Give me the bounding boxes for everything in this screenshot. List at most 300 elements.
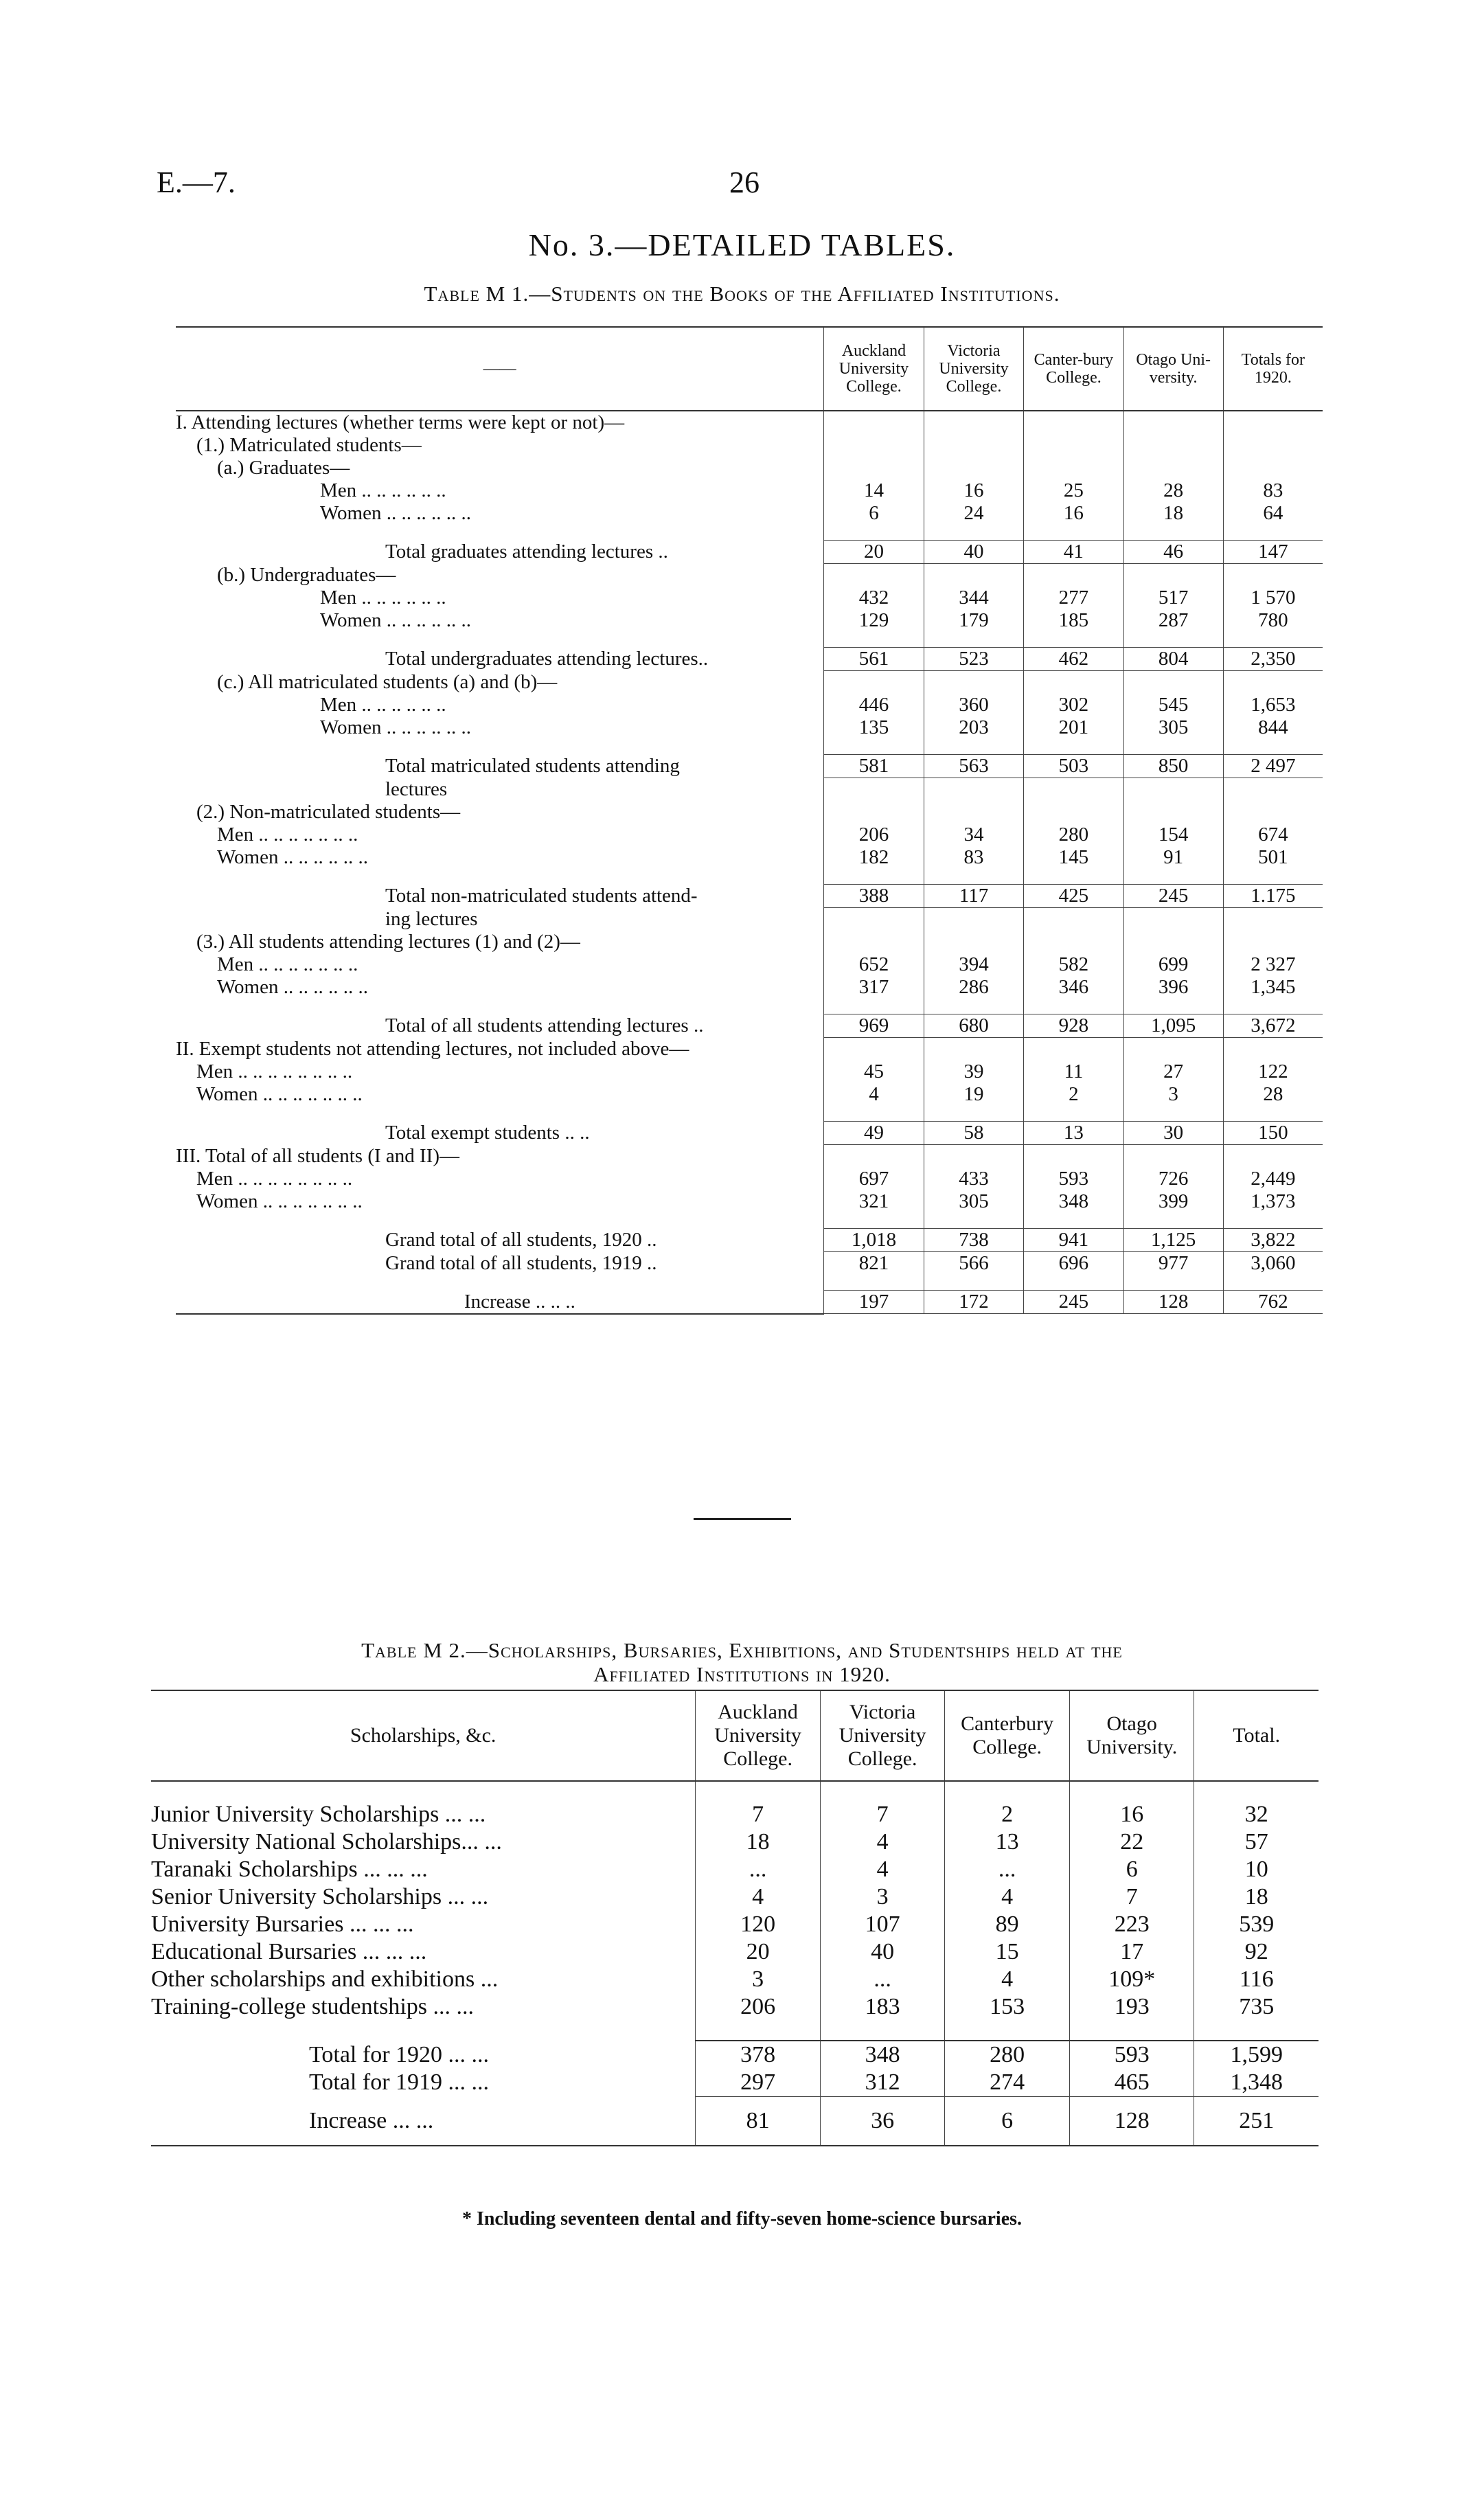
cell-value: 16 (1024, 502, 1123, 525)
cell-value (924, 999, 1024, 1014)
row-label (176, 587, 824, 609)
cell-value (1123, 1106, 1223, 1122)
cell-value (1024, 1145, 1123, 1168)
table-row (176, 976, 1323, 999)
cell-value: 582 (1024, 953, 1123, 976)
cell-value: 206 (824, 824, 924, 846)
cell-value (820, 2021, 945, 2041)
cell-value: 465 (1069, 2069, 1194, 2097)
cell-value (1024, 632, 1123, 648)
table-row (151, 1938, 1319, 1966)
cell-value: 91 (1123, 846, 1223, 869)
spacer-row (176, 739, 1323, 755)
column-header-total: Total. (1194, 1690, 1319, 1781)
cell-value: 501 (1223, 846, 1323, 869)
cell-value (924, 411, 1024, 434)
cell-value (924, 1145, 1024, 1168)
cell-value (1223, 1038, 1323, 1061)
cell-value: 462 (1024, 648, 1123, 671)
cell-value (824, 1145, 924, 1168)
cell-value: 32 (1194, 1801, 1319, 1828)
cell-value (1123, 1038, 1223, 1061)
cell-value: 251 (1194, 2097, 1319, 2146)
table-row (151, 2097, 1319, 2146)
spacer-row (151, 2021, 1319, 2041)
cell-value: 344 (924, 587, 1024, 609)
cell-value: 18 (696, 1828, 821, 1856)
cell-value: 13 (945, 1828, 1070, 1856)
table-row (176, 1060, 1323, 1083)
table-m2 (151, 1690, 1319, 2146)
cell-value (1223, 434, 1323, 457)
cell-value (924, 564, 1024, 587)
table-row (176, 1291, 1323, 1314)
table-row (176, 953, 1323, 976)
table-row (151, 1856, 1319, 1883)
cell-value: 40 (820, 1938, 945, 1966)
column-header-otago: Otago University. (1069, 1690, 1194, 1781)
cell-value: 153 (945, 1993, 1070, 2021)
cell-value: 317 (824, 976, 924, 999)
row-label (151, 1883, 696, 1911)
cell-value: 517 (1123, 587, 1223, 609)
cell-value (1223, 1145, 1323, 1168)
cell-value (1024, 999, 1123, 1014)
cell-value: 154 (1123, 824, 1223, 846)
row-label-text: (3.) All students attending lectures (1) and (2)— (196, 931, 580, 953)
table-row (151, 2069, 1319, 2097)
cell-value: 245 (1123, 885, 1223, 908)
cell-value: 3,672 (1223, 1014, 1323, 1038)
cell-value (824, 411, 924, 434)
cell-value (824, 457, 924, 479)
row-label (176, 502, 824, 525)
spacer-row (176, 1275, 1323, 1291)
table-row (176, 587, 1323, 609)
cell-value: 581 (824, 755, 924, 778)
spacer-row (176, 869, 1323, 885)
row-label (176, 632, 824, 648)
footnote: * Including seventeen dental and fifty-seven home-science bursaries. (461, 2208, 1023, 2230)
cell-value (824, 671, 924, 694)
cell-value: 11 (1024, 1060, 1123, 1083)
table-row (176, 1122, 1323, 1145)
cell-value (924, 778, 1024, 802)
cell-value: 14 (824, 479, 924, 502)
row-label-text: Men .. .. .. .. .. .. .. (217, 953, 358, 975)
cell-value (1024, 1275, 1123, 1291)
cell-value (824, 778, 924, 802)
cell-value (824, 525, 924, 541)
table-row (176, 502, 1323, 525)
cell-value (1123, 457, 1223, 479)
row-label (176, 739, 824, 755)
cell-value (924, 457, 1024, 479)
cell-value: 425 (1024, 885, 1123, 908)
cell-value (1223, 1275, 1323, 1291)
cell-value (1223, 1213, 1323, 1229)
cell-value: ... (945, 1856, 1070, 1883)
cell-value: 539 (1194, 1911, 1319, 1938)
cell-value: 17 (1069, 1938, 1194, 1966)
row-label (151, 1938, 696, 1966)
cell-value: 3 (820, 1883, 945, 1911)
cell-value (824, 931, 924, 953)
spacer-row (176, 1213, 1323, 1229)
cell-value: 735 (1194, 1993, 1319, 2021)
cell-value: ... (696, 1856, 821, 1883)
cell-value: 346 (1024, 976, 1123, 999)
row-label (151, 2097, 696, 2146)
cell-value (1123, 778, 1223, 802)
table-row (176, 716, 1323, 739)
table-m1-caption: Table M 1.—Students on the Books of the Affiliated Institutions. (424, 282, 1060, 306)
cell-value: 206 (696, 1993, 821, 2021)
cell-value (1123, 999, 1223, 1014)
cell-value (1024, 434, 1123, 457)
table-row (151, 2041, 1319, 2069)
table-row (176, 778, 1323, 802)
row-label (151, 1781, 696, 1801)
row-label-text: Men .. .. .. .. .. .. (320, 694, 446, 716)
cell-value: 274 (945, 2069, 1070, 2097)
cell-value: 969 (824, 1014, 924, 1038)
row-label (176, 931, 824, 953)
cell-value: 2 (1024, 1083, 1123, 1106)
cell-value: 305 (1123, 716, 1223, 739)
cell-value: 780 (1223, 609, 1323, 632)
row-label-text: Taranaki Scholarships ... ... ... (151, 1857, 428, 1882)
cell-value: 49 (824, 1122, 924, 1145)
row-label-text: (a.) Graduates— (217, 457, 350, 479)
cell-value: 1,345 (1223, 976, 1323, 999)
row-label-text: (1.) Matriculated students— (196, 434, 422, 456)
cell-value: 697 (824, 1168, 924, 1190)
row-label-text: Other scholarships and exhibitions ... (151, 1966, 499, 1992)
row-label (151, 2041, 696, 2069)
cell-value: 117 (924, 885, 1024, 908)
row-label-text: University National Scholarships... ... (151, 1829, 502, 1854)
cell-value: 2,449 (1223, 1168, 1323, 1190)
cell-value (1223, 632, 1323, 648)
table-m2-caption-line2: Affiliated Institutions in 1920. (593, 1662, 891, 1686)
row-label (151, 1966, 696, 1993)
row-label-text: Women .. .. .. .. .. .. (320, 609, 471, 631)
cell-value: 122 (1223, 1060, 1323, 1083)
cell-value: 2 497 (1223, 755, 1323, 778)
cell-value (1123, 869, 1223, 885)
cell-value: 201 (1024, 716, 1123, 739)
cell-value (824, 632, 924, 648)
cell-value: 13 (1024, 1122, 1123, 1145)
cell-value: 432 (824, 587, 924, 609)
row-label-text: Women .. .. .. .. .. .. (320, 716, 471, 738)
cell-value: 27 (1123, 1060, 1223, 1083)
table-row (176, 1145, 1323, 1168)
cell-value: 2 327 (1223, 953, 1323, 976)
column-header-victoria: Victoria University College. (820, 1690, 945, 1781)
cell-value: 145 (1024, 846, 1123, 869)
cell-value: 286 (924, 976, 1024, 999)
cell-value: 22 (1069, 1828, 1194, 1856)
row-label-text: (2.) Non-matriculated students— (196, 801, 461, 823)
row-label-text: Increase .. .. .. (464, 1290, 575, 1313)
cell-value (924, 671, 1024, 694)
cell-value: 19 (924, 1083, 1024, 1106)
cell-value: 83 (1223, 479, 1323, 502)
row-label (176, 846, 824, 869)
row-label-text: Senior University Scholarships ... ... (151, 1884, 489, 1909)
table-row (176, 411, 1323, 434)
cell-value: 150 (1223, 1122, 1323, 1145)
cell-value (696, 2021, 821, 2041)
spacer-row (176, 525, 1323, 541)
cell-value: 36 (820, 2097, 945, 2146)
cell-value: 2 (945, 1801, 1070, 1828)
cell-value (1223, 778, 1323, 802)
table-row (176, 1229, 1323, 1252)
cell-value: 433 (924, 1168, 1024, 1190)
row-label-text: Men .. .. .. .. .. .. (320, 479, 446, 501)
cell-value: 523 (924, 648, 1024, 671)
cell-value: 297 (696, 2069, 821, 2097)
cell-value (1194, 1781, 1319, 1801)
cell-value: 321 (824, 1190, 924, 1213)
cell-value: 30 (1123, 1122, 1223, 1145)
row-label (176, 411, 824, 434)
cell-value: 39 (924, 1060, 1024, 1083)
cell-value: 7 (820, 1801, 945, 1828)
row-label-text: I. Attending lectures (whether terms were kept or not)— (176, 411, 625, 433)
cell-value (1223, 1106, 1323, 1122)
cell-value: 1,348 (1194, 2069, 1319, 2097)
cell-value: 34 (924, 824, 1024, 846)
cell-value: 4 (824, 1083, 924, 1106)
cell-value (1024, 908, 1123, 931)
cell-value (1024, 411, 1123, 434)
cell-value (1069, 1781, 1194, 1801)
cell-value (1123, 411, 1223, 434)
row-label (176, 908, 824, 931)
cell-value: 1,599 (1194, 2041, 1319, 2069)
cell-value: 147 (1223, 541, 1323, 564)
row-label-text: Increase ... ... (309, 2107, 434, 2133)
row-label-text: Men .. .. .. .. .. .. .. .. (196, 1060, 353, 1082)
row-label (176, 609, 824, 632)
cell-value: 183 (820, 1993, 945, 2021)
cell-value: 928 (1024, 1014, 1123, 1038)
cell-value: 10 (1194, 1856, 1319, 1883)
cell-value (1194, 2021, 1319, 2041)
table-m1-stub-header: —— (176, 327, 824, 411)
row-label (176, 1106, 824, 1122)
cell-value (1223, 739, 1323, 755)
cell-value: 394 (924, 953, 1024, 976)
row-label (151, 2069, 696, 2097)
cell-value (1024, 1106, 1123, 1122)
cell-value: 16 (1069, 1801, 1194, 1828)
cell-value (1223, 869, 1323, 885)
cell-value (824, 1213, 924, 1229)
table-row (151, 1828, 1319, 1856)
cell-value: 4 (820, 1856, 945, 1883)
cell-value: 563 (924, 755, 1024, 778)
cell-value (824, 739, 924, 755)
row-label-text: Educational Bursaries ... ... ... (151, 1939, 427, 1964)
cell-value (1069, 2021, 1194, 2041)
cell-value: 4 (820, 1828, 945, 1856)
cell-value (945, 2021, 1070, 2041)
column-header-canterbury: Canter-bury College. (1024, 327, 1123, 411)
cell-value (1223, 525, 1323, 541)
cell-value (1223, 457, 1323, 479)
spacer-row (151, 1781, 1319, 1801)
cell-value: 109* (1069, 1966, 1194, 1993)
row-label (176, 778, 824, 802)
table-row (151, 1883, 1319, 1911)
row-label-text: Grand total of all students, 1920 .. (385, 1229, 657, 1251)
cell-value (824, 869, 924, 885)
cell-value: 20 (824, 541, 924, 564)
row-label (176, 1291, 824, 1314)
table-row (176, 609, 1323, 632)
cell-value: 6 (945, 2097, 1070, 2146)
cell-value: 3,822 (1223, 1229, 1323, 1252)
cell-value: 46 (1123, 541, 1223, 564)
cell-value: 6 (1069, 1856, 1194, 1883)
cell-value: 3 (696, 1966, 821, 1993)
cell-value: 18 (1123, 502, 1223, 525)
row-label (176, 801, 824, 824)
cell-value: 185 (1024, 609, 1123, 632)
cell-value (945, 1781, 1070, 1801)
table-m1-body (176, 411, 1323, 1314)
cell-value: 280 (1024, 824, 1123, 846)
cell-value (1123, 1145, 1223, 1168)
column-header-totals: Totals for 1920. (1223, 327, 1323, 411)
cell-value (1223, 999, 1323, 1014)
cell-value (1024, 457, 1123, 479)
row-label (176, 1060, 824, 1083)
cell-value: 81 (696, 2097, 821, 2146)
cell-value: 396 (1123, 976, 1223, 999)
row-label (176, 1168, 824, 1190)
cell-value (1123, 908, 1223, 931)
table-row (176, 908, 1323, 931)
cell-value (1024, 1213, 1123, 1229)
column-header-otago: Otago Uni-versity. (1123, 327, 1223, 411)
cell-value: 1,125 (1123, 1229, 1223, 1252)
cell-value (924, 739, 1024, 755)
cell-value: 1,373 (1223, 1190, 1323, 1213)
row-label (176, 1083, 824, 1106)
cell-value (1123, 801, 1223, 824)
row-label-text: ing lectures (385, 907, 478, 930)
cell-value: 312 (820, 2069, 945, 2097)
table-row (176, 824, 1323, 846)
cell-value (924, 632, 1024, 648)
cell-value: 57 (1194, 1828, 1319, 1856)
cell-value: 2,350 (1223, 648, 1323, 671)
cell-value: 7 (696, 1801, 821, 1828)
cell-value: 738 (924, 1229, 1024, 1252)
cell-value: 561 (824, 648, 924, 671)
cell-value: 129 (824, 609, 924, 632)
cell-value: 360 (924, 694, 1024, 716)
cell-value (824, 434, 924, 457)
cell-value: 821 (824, 1252, 924, 1275)
cell-value: 89 (945, 1911, 1070, 1938)
cell-value: 1.175 (1223, 885, 1323, 908)
row-label-text: Women .. .. .. .. .. .. .. (196, 1083, 363, 1105)
cell-value: 116 (1194, 1966, 1319, 1993)
cell-value: 348 (1024, 1190, 1123, 1213)
cell-value (1123, 564, 1223, 587)
row-label-text: Men .. .. .. .. .. .. .. (217, 824, 358, 846)
cell-value (924, 869, 1024, 885)
row-label (151, 1856, 696, 1883)
cell-value: 446 (824, 694, 924, 716)
cell-value (1123, 739, 1223, 755)
cell-value: 804 (1123, 648, 1223, 671)
table-row (176, 479, 1323, 502)
row-label (176, 694, 824, 716)
row-label (176, 671, 824, 694)
row-label (151, 1801, 696, 1828)
cell-value (1223, 671, 1323, 694)
cell-value: 280 (945, 2041, 1070, 2069)
row-label (176, 1014, 824, 1038)
cell-value (1024, 1038, 1123, 1061)
row-label-text: University Bursaries ... ... ... (151, 1912, 414, 1937)
cell-value: 193 (1069, 1993, 1194, 2021)
cell-value: 566 (924, 1252, 1024, 1275)
cell-value (1223, 931, 1323, 953)
cell-value (924, 1275, 1024, 1291)
cell-value (1024, 671, 1123, 694)
row-label (176, 755, 824, 778)
cell-value: 83 (924, 846, 1024, 869)
table-row (176, 846, 1323, 869)
table-row (176, 564, 1323, 587)
spacer-row (176, 1106, 1323, 1122)
cell-value (1024, 564, 1123, 587)
row-label (176, 648, 824, 671)
cell-value (824, 908, 924, 931)
column-header-canterbury: Canterbury College. (945, 1690, 1070, 1781)
column-header-victoria: Victoria University College. (924, 327, 1024, 411)
cell-value: 1,095 (1123, 1014, 1223, 1038)
cell-value (1024, 525, 1123, 541)
cell-value (1123, 1213, 1223, 1229)
table-row (176, 1083, 1323, 1106)
cell-value: 302 (1024, 694, 1123, 716)
cell-value: 652 (824, 953, 924, 976)
cell-value: 680 (924, 1014, 1024, 1038)
cell-value: 28 (1223, 1083, 1323, 1106)
cell-value: 128 (1123, 1291, 1223, 1314)
row-label-text: II. Exempt students not attending lectures, not included above— (176, 1037, 689, 1060)
row-label-text: (c.) All matriculated students (a) and (b)— (217, 670, 558, 693)
cell-value (1024, 778, 1123, 802)
row-label-text: lectures (385, 778, 448, 800)
cell-value (1123, 632, 1223, 648)
cell-value: 762 (1223, 1291, 1323, 1314)
cell-value: 7 (1069, 1883, 1194, 1911)
cell-value: 593 (1069, 2041, 1194, 2069)
row-label (176, 541, 824, 564)
cell-value: 3,060 (1223, 1252, 1323, 1275)
